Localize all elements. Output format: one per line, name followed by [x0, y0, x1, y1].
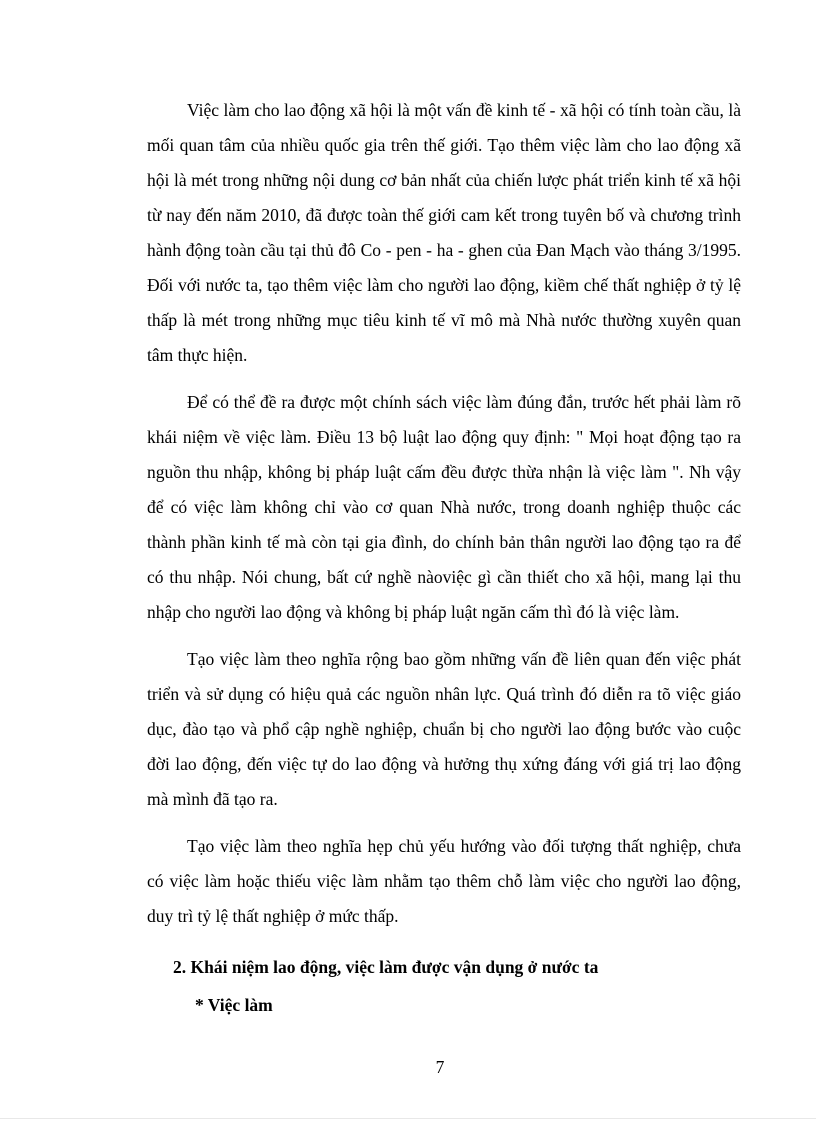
- page-number: 7: [435, 1057, 445, 1077]
- paragraph-global-employment: Việc làm cho lao động xã hội là một vấn đề kinh tế - xã hội có tính toàn cầu, là mối quan tâm của nhiều quốc gia trên thế giới. Tạo thêm việc làm cho lao động xã hội là mét trong những nội dung cơ bản nhất của chiến lược phát triển kinh tế xã hội từ nay đến năm 2010, đã được toàn thế giới cam kết trong tuyên bố và chương trình hành động toàn cầu tại thủ đô Co - pen - ha - ghen của Đan Mạch vào tháng 3/1995. Đối với nước ta, tạo thêm việc làm cho người lao động, kiềm chế thất nghiệp ở tỷ lệ thấp là mét trong những mục tiêu kinh tế vĩ mô mà Nhà nước thường xuyên quan tâm thực hiện.: [147, 100, 741, 365]
- paragraph-broad-job-creation: Tạo việc làm theo nghĩa rộng bao gồm những vấn đề liên quan đến việc phát triển và sử dụng có hiệu quả các nguồn nhân lực. Quá trình đó diễn ra tõ việc giáo dục, đào tạo và phổ cập nghề nghiệp, chuẩn bị cho người lao động bước vào cuộc đời lao động, đến việc tự do lao động và hưởng thụ xứng đáng với giá trị lao động mà mình đã tạo ra.: [147, 649, 741, 809]
- paragraph-employment-definition: Để có thể đề ra được một chính sách việc làm đúng đắn, trước hết phải làm rõ khái niệm về việc làm. Điều 13 bộ luật lao động quy định: " Mọi hoạt động tạo ra nguồn thu nhập, không bị pháp luật cấm đều được thừa nhận là việc làm ". Nh vậy để có việc làm không chỉ vào cơ quan Nhà nước, trong doanh nghiệp thuộc các thành phần kinh tế mà còn tại gia đình, do chính bản thân người lao động tạo ra để có thu nhập. Nói chung, bất cứ nghề nàoviệc gì cần thiết cho xã hội, mang lại thu nhập cho người lao động và không bị pháp luật ngăn cấm thì đó là việc làm.: [147, 392, 741, 622]
- document-body: [147, 93, 741, 934]
- paragraph-narrow-job-creation: Tạo việc làm theo nghĩa hẹp chủ yếu hướng vào đối tượng thất nghiệp, chưa có việc làm hoặc thiếu việc làm nhằm tạo thêm chỗ làm việc cho người lao động, duy trì tỷ lệ thất nghiệp ở mức thấp.: [147, 836, 741, 926]
- subsection-heading: * Việc làm: [195, 995, 273, 1015]
- page-bottom-divider: [0, 1118, 816, 1119]
- section-heading: 2. Khái niệm lao động, việc làm được vận dụng ở nước ta: [173, 957, 599, 977]
